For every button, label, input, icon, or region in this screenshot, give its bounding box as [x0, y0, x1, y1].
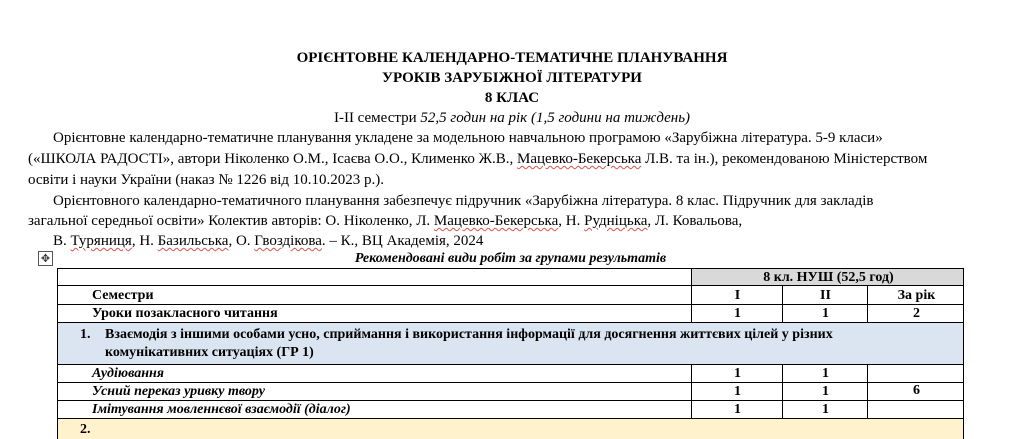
group-header-label: 8 кл. НУШ (52,5 год): [763, 270, 894, 285]
col-year-cell: [867, 286, 964, 305]
item-i-cell: [691, 401, 782, 419]
paragraph1-line2: [28, 151, 927, 168]
section-1-line1: Взаємодія з іншими особами усно, сприймання і використання інформації для досягнення життєвих цілей у різних: [105, 327, 833, 342]
header-empty-cell: [57, 269, 691, 286]
item-i-cell: [691, 383, 782, 401]
table-caption: Рекомендовані види робіт за групами результатів: [354, 251, 667, 266]
p2-l3-e: , О.: [228, 233, 255, 249]
title-line-1: ОРІЄНТОВНЕ КАЛЕНДАРНО-ТЕМАТИЧНЕ ПЛАНУВАННЯ: [296, 50, 728, 66]
row-i: 1: [734, 306, 741, 321]
item-label: Аудіювання: [92, 366, 165, 381]
p2-l3-c: , Н.: [131, 233, 158, 249]
item-label-cell: [57, 401, 691, 419]
paragraph2-line2: [28, 213, 742, 230]
section-1-number: 1.: [80, 327, 91, 342]
p2-l3-a: В.: [53, 233, 71, 249]
row-year-cell: [867, 305, 964, 323]
item-ii: 1: [822, 366, 829, 381]
item-i: 1: [734, 402, 741, 417]
table-row: [57, 382, 964, 401]
item-ii: 1: [822, 402, 829, 417]
paragraph2-line1: Орієнтовного календарно-тематичного планування забезпечує підручник «Зарубіжна література. 8 клас. Підручник для закладів: [53, 193, 874, 209]
item-ii-cell: [782, 401, 867, 419]
table-row: [57, 400, 964, 419]
item-label-cell: [57, 365, 691, 383]
p2-l3-g: . – К., ВЦ Академія, 2024: [321, 233, 484, 249]
p2-l2-e: , Л. Ковальова,: [647, 213, 743, 229]
p2-l2-b: Мацевко-Бекерська: [433, 213, 559, 229]
move-icon[interactable]: ✥: [38, 251, 53, 266]
row-i-cell: [691, 305, 782, 323]
table-row: [57, 304, 964, 323]
row-year: 2: [913, 306, 920, 321]
col-semesters-cell: [57, 286, 691, 305]
col-year: За рік: [897, 288, 936, 303]
semesters-prefix: І-ІІ семестри: [333, 110, 421, 126]
semesters-line: [0, 110, 1024, 127]
p1-l2-c: Л.В. та ін.), рекомендованою Міністерством: [641, 151, 928, 167]
item-label-cell: [57, 383, 691, 401]
col-ii-cell: [782, 286, 867, 305]
item-ii: 1: [822, 384, 829, 399]
group-header-cell: [691, 269, 964, 286]
title-line-2: УРОКІВ ЗАРУБІЖНОЇ ЛІТЕРАТУРИ: [382, 70, 642, 86]
section-1-year: 6: [913, 383, 920, 398]
item-i-cell: [691, 365, 782, 383]
row-label: Уроки позакласного читання: [92, 306, 278, 321]
p2-l2-c: , Н.: [558, 213, 585, 229]
paragraph2-line3: [53, 233, 483, 250]
row-ii: 1: [822, 306, 829, 321]
section-1-year-cell: [867, 364, 964, 418]
item-label: Імітування мовленнєвої взаємодії (діалог): [92, 402, 351, 417]
paragraph1-line1: Орієнтовне календарно-тематичне планування укладене за модельною навчальною програмою «Зарубіжна література. 5-9 класи»: [53, 130, 883, 146]
p2-l3-b: Туряниця: [70, 233, 132, 249]
paragraph1-line3: освіти і науки України (наказ № 1226 від 10.10.2023 р.).: [28, 172, 385, 188]
p1-l2-a: («ШКОЛА РАДОСТІ», автори Ніколенко О.М., Ісаєва О.О., Клименко Ж.В.,: [28, 151, 518, 167]
table-row: [57, 364, 964, 383]
section-1-cell: [57, 323, 964, 365]
col-ii: ІІ: [820, 288, 831, 303]
p2-l3-f: Гвоздікова: [254, 233, 322, 249]
item-i: 1: [734, 384, 741, 399]
section-2-number: 2.: [80, 422, 91, 437]
table-header-row: [57, 268, 964, 286]
item-i: 1: [734, 366, 741, 381]
col-semesters: Семестри: [92, 288, 154, 303]
section-1-line2: комунікативних ситуаціях (ГР 1): [105, 345, 314, 360]
p2-l2-a: загальної середньої освіти» Колектив авторів: О. Ніколенко, Л.: [28, 213, 434, 229]
columns-row: [57, 285, 964, 305]
hours-per-year: 52,5 годин на рік (1,5 години на тиждень): [420, 110, 691, 126]
item-ii-cell: [782, 365, 867, 383]
row-ii-cell: [782, 305, 867, 323]
row-label-cell: [57, 305, 691, 323]
col-i-cell: [691, 286, 782, 305]
col-i: І: [734, 288, 741, 303]
item-label: Усний переказ уривку твору: [92, 384, 265, 399]
p2-l2-d: Рудніцька: [584, 213, 648, 229]
grade-title: 8 КЛАС: [484, 90, 540, 106]
section-2-cell: [57, 419, 964, 439]
p2-l3-d: Базильська: [157, 233, 229, 249]
p1-l2-b: Мацевко-Бекерська: [517, 151, 642, 167]
section-header-row: [57, 418, 964, 439]
item-ii-cell: [782, 383, 867, 401]
section-header-row: [57, 322, 964, 365]
